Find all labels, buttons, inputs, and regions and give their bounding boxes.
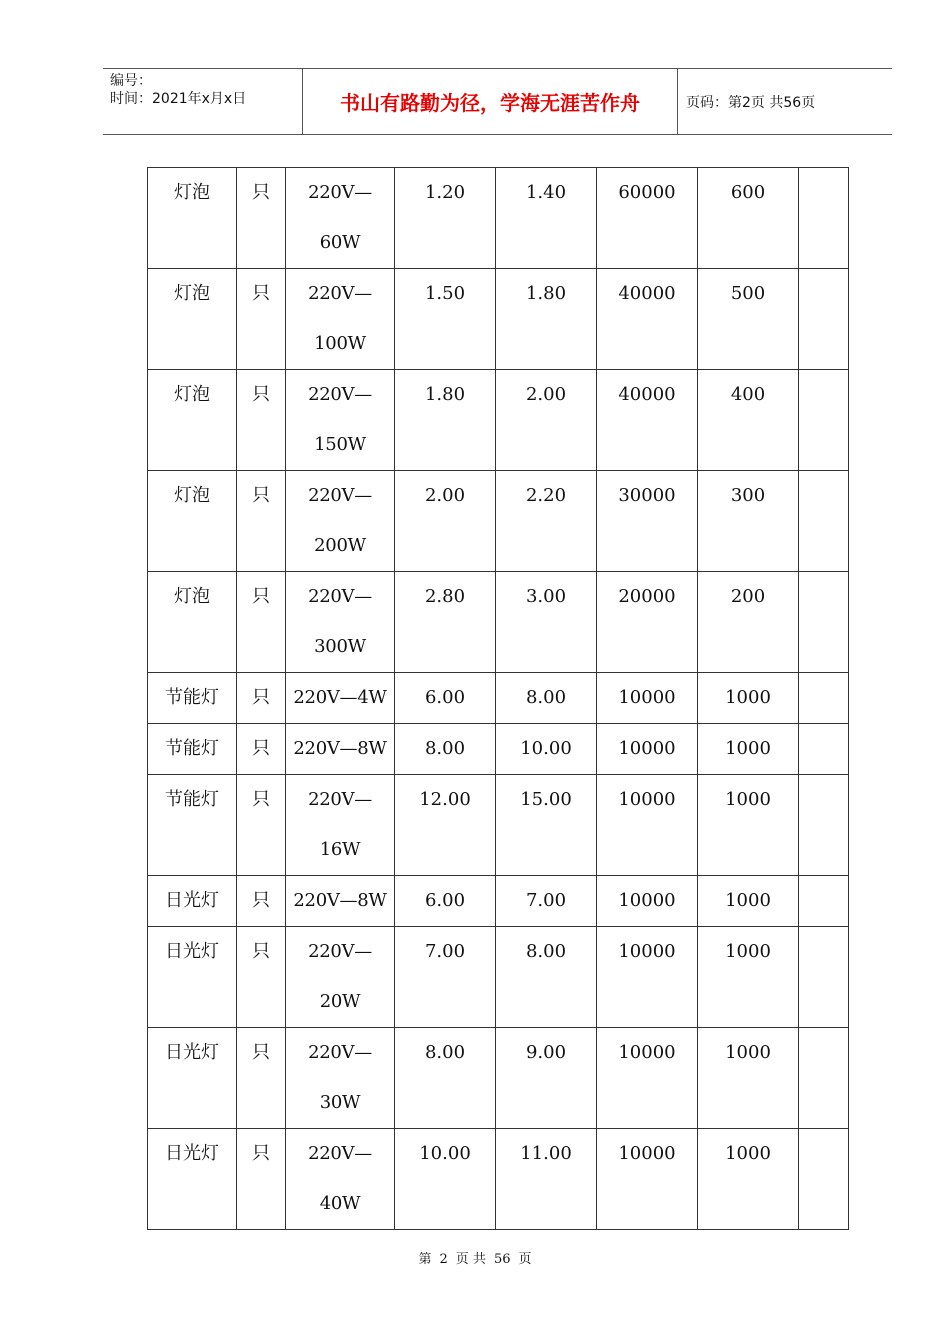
cell-price-high: 8.00 bbox=[496, 927, 597, 1028]
cell-name: 日光灯 bbox=[148, 927, 237, 1028]
cell-note bbox=[799, 168, 849, 269]
header-meta bbox=[103, 69, 303, 134]
cell-unit: 只 bbox=[237, 572, 286, 673]
cell-note bbox=[799, 1129, 849, 1230]
table-row bbox=[148, 724, 849, 775]
cell-note bbox=[799, 673, 849, 724]
table-row bbox=[148, 927, 849, 1028]
footer-middle: 页 共 bbox=[455, 1252, 486, 1267]
cell-price-high: 8.00 bbox=[496, 673, 597, 724]
cell-unit: 只 bbox=[237, 370, 286, 471]
cell-spec: 220V— 300W bbox=[286, 572, 395, 673]
table-row bbox=[148, 1028, 849, 1129]
page-footer bbox=[0, 1248, 950, 1267]
cell-price-high: 1.40 bbox=[496, 168, 597, 269]
cell-quantity: 10000 bbox=[597, 1129, 698, 1230]
cell-name: 节能灯 bbox=[148, 673, 237, 724]
cell-quantity: 10000 bbox=[597, 775, 698, 876]
cell-amount: 1000 bbox=[698, 1028, 799, 1129]
cell-spec: 220V— 60W bbox=[286, 168, 395, 269]
footer-suffix: 页 bbox=[518, 1252, 532, 1267]
cell-unit: 只 bbox=[237, 1129, 286, 1230]
cell-price-low: 8.00 bbox=[395, 724, 496, 775]
cell-quantity: 30000 bbox=[597, 471, 698, 572]
table-row bbox=[148, 168, 849, 269]
price-table bbox=[147, 167, 849, 1230]
document-time-label: 时间：2021年x月x日 bbox=[110, 91, 247, 107]
cell-price-low: 1.50 bbox=[395, 269, 496, 370]
cell-unit: 只 bbox=[237, 724, 286, 775]
cell-unit: 只 bbox=[237, 927, 286, 1028]
cell-price-high: 2.00 bbox=[496, 370, 597, 471]
cell-amount: 1000 bbox=[698, 673, 799, 724]
price-table-body bbox=[148, 168, 849, 1230]
header-page-info: 页码：第2页 共56页 bbox=[686, 94, 816, 111]
cell-name: 灯泡 bbox=[148, 370, 237, 471]
cell-quantity: 10000 bbox=[597, 673, 698, 724]
cell-note bbox=[799, 724, 849, 775]
cell-price-high: 7.00 bbox=[496, 876, 597, 927]
cell-amount: 600 bbox=[698, 168, 799, 269]
cell-amount: 500 bbox=[698, 269, 799, 370]
cell-note bbox=[799, 876, 849, 927]
cell-price-high: 2.20 bbox=[496, 471, 597, 572]
cell-spec: 220V— 200W bbox=[286, 471, 395, 572]
cell-name: 节能灯 bbox=[148, 724, 237, 775]
cell-name: 灯泡 bbox=[148, 572, 237, 673]
cell-spec: 220V— 16W bbox=[286, 775, 395, 876]
cell-name: 日光灯 bbox=[148, 876, 237, 927]
cell-note bbox=[799, 927, 849, 1028]
cell-unit: 只 bbox=[237, 775, 286, 876]
cell-price-low: 2.00 bbox=[395, 471, 496, 572]
table-row bbox=[148, 269, 849, 370]
cell-note bbox=[799, 370, 849, 471]
cell-price-high: 9.00 bbox=[496, 1028, 597, 1129]
document-number-label: 编号： bbox=[110, 73, 152, 89]
cell-quantity: 60000 bbox=[597, 168, 698, 269]
cell-price-high: 15.00 bbox=[496, 775, 597, 876]
cell-price-low: 1.20 bbox=[395, 168, 496, 269]
cell-price-high: 3.00 bbox=[496, 572, 597, 673]
cell-quantity: 40000 bbox=[597, 269, 698, 370]
table-row bbox=[148, 1129, 849, 1230]
footer-page-number: 2 bbox=[439, 1252, 448, 1267]
cell-price-low: 8.00 bbox=[395, 1028, 496, 1129]
cell-price-low: 6.00 bbox=[395, 673, 496, 724]
cell-spec: 220V— 30W bbox=[286, 1028, 395, 1129]
cell-price-high: 10.00 bbox=[496, 724, 597, 775]
cell-quantity: 40000 bbox=[597, 370, 698, 471]
cell-name: 灯泡 bbox=[148, 168, 237, 269]
cell-amount: 1000 bbox=[698, 1129, 799, 1230]
cell-note bbox=[799, 471, 849, 572]
cell-note bbox=[799, 775, 849, 876]
cell-unit: 只 bbox=[237, 471, 286, 572]
table-row bbox=[148, 673, 849, 724]
cell-note bbox=[799, 1028, 849, 1129]
cell-price-high: 1.80 bbox=[496, 269, 597, 370]
cell-spec: 220V— 40W bbox=[286, 1129, 395, 1230]
cell-unit: 只 bbox=[237, 1028, 286, 1129]
cell-amount: 1000 bbox=[698, 724, 799, 775]
page-header bbox=[103, 68, 892, 135]
footer-total-pages: 56 bbox=[493, 1252, 511, 1267]
cell-spec: 220V— 20W bbox=[286, 927, 395, 1028]
cell-quantity: 10000 bbox=[597, 1028, 698, 1129]
cell-unit: 只 bbox=[237, 876, 286, 927]
cell-quantity: 10000 bbox=[597, 876, 698, 927]
header-motto: 书山有路勤为径，学海无涯苦作舟 bbox=[303, 69, 678, 134]
cell-note bbox=[799, 269, 849, 370]
cell-name: 灯泡 bbox=[148, 471, 237, 572]
cell-name: 日光灯 bbox=[148, 1028, 237, 1129]
cell-price-low: 6.00 bbox=[395, 876, 496, 927]
table-row bbox=[148, 775, 849, 876]
cell-quantity: 20000 bbox=[597, 572, 698, 673]
cell-spec: 220V—8W bbox=[286, 724, 395, 775]
cell-price-low: 12.00 bbox=[395, 775, 496, 876]
cell-quantity: 10000 bbox=[597, 927, 698, 1028]
cell-amount: 1000 bbox=[698, 927, 799, 1028]
cell-name: 灯泡 bbox=[148, 269, 237, 370]
cell-price-low: 10.00 bbox=[395, 1129, 496, 1230]
cell-spec: 220V— 150W bbox=[286, 370, 395, 471]
cell-amount: 200 bbox=[698, 572, 799, 673]
table-row bbox=[148, 876, 849, 927]
cell-note bbox=[799, 572, 849, 673]
cell-spec: 220V—8W bbox=[286, 876, 395, 927]
table-row bbox=[148, 471, 849, 572]
footer-prefix: 第 bbox=[418, 1252, 432, 1267]
cell-unit: 只 bbox=[237, 269, 286, 370]
cell-quantity: 10000 bbox=[597, 724, 698, 775]
cell-name: 日光灯 bbox=[148, 1129, 237, 1230]
cell-unit: 只 bbox=[237, 168, 286, 269]
cell-spec: 220V— 100W bbox=[286, 269, 395, 370]
cell-price-low: 7.00 bbox=[395, 927, 496, 1028]
cell-unit: 只 bbox=[237, 673, 286, 724]
cell-name: 节能灯 bbox=[148, 775, 237, 876]
cell-price-high: 11.00 bbox=[496, 1129, 597, 1230]
cell-amount: 300 bbox=[698, 471, 799, 572]
table-row bbox=[148, 572, 849, 673]
table-row bbox=[148, 370, 849, 471]
cell-spec: 220V—4W bbox=[286, 673, 395, 724]
cell-price-low: 2.80 bbox=[395, 572, 496, 673]
cell-price-low: 1.80 bbox=[395, 370, 496, 471]
cell-amount: 1000 bbox=[698, 775, 799, 876]
cell-amount: 400 bbox=[698, 370, 799, 471]
cell-amount: 1000 bbox=[698, 876, 799, 927]
